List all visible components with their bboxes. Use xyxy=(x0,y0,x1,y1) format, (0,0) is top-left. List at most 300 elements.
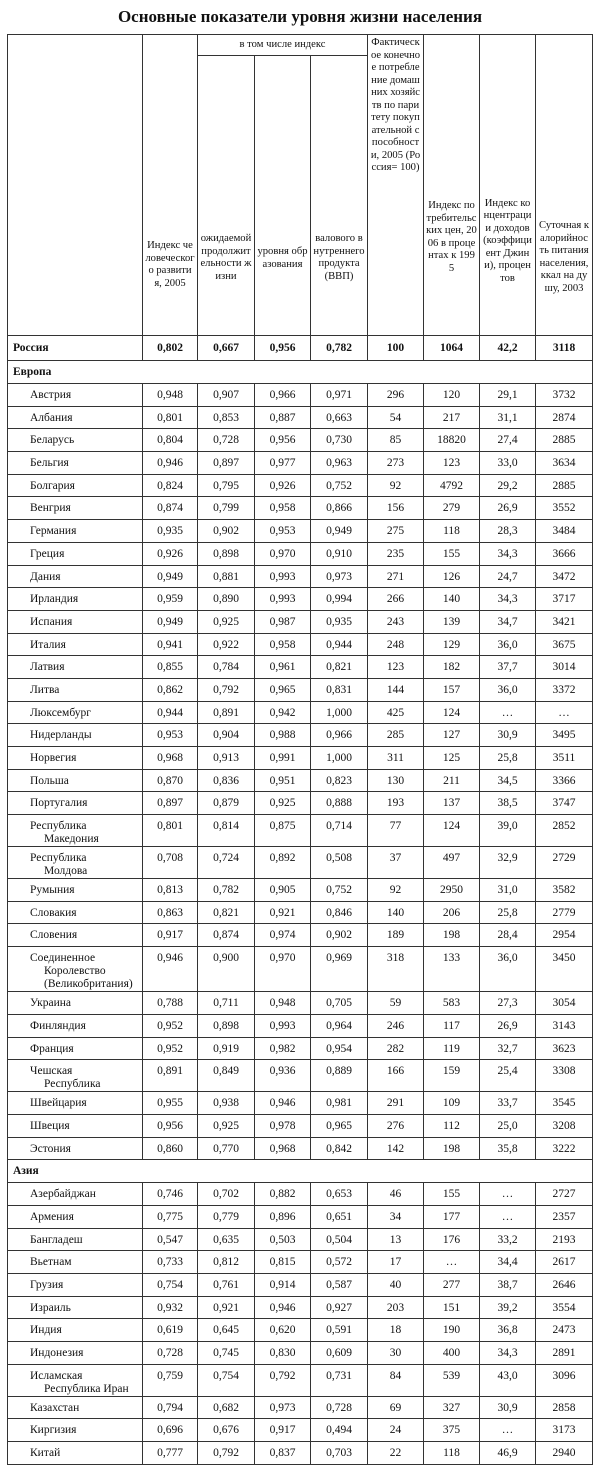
cell: 18 xyxy=(368,1319,424,1342)
cell: 69 xyxy=(368,1396,424,1419)
cell: 0,949 xyxy=(311,520,368,543)
cell: 0,904 xyxy=(198,724,255,747)
cell: 109 xyxy=(424,1092,480,1115)
cell: … xyxy=(536,701,593,724)
cell: 0,812 xyxy=(198,1251,255,1274)
cell: 3511 xyxy=(536,747,593,770)
table-row xyxy=(8,678,593,701)
page-title: Основные показатели уровня жизни населения xyxy=(117,7,483,26)
cell: 291 xyxy=(368,1092,424,1115)
cell: 318 xyxy=(368,947,424,992)
cell: 0,792 xyxy=(255,1364,311,1396)
cell: 0,831 xyxy=(311,678,368,701)
cell: 0,968 xyxy=(255,1137,311,1160)
cell: 18820 xyxy=(424,429,480,452)
cell: 182 xyxy=(424,656,480,679)
region-name: Азия xyxy=(8,1160,593,1183)
country-name-text: Литва xyxy=(30,683,60,696)
cell: 0,821 xyxy=(198,901,255,924)
cell: 2357 xyxy=(536,1205,593,1228)
cell: 0,759 xyxy=(143,1364,198,1396)
cell: 139 xyxy=(424,610,480,633)
cell: 3675 xyxy=(536,633,593,656)
cell: 26,9 xyxy=(480,1014,536,1037)
cell: 123 xyxy=(424,452,480,475)
cell: 0,682 xyxy=(198,1396,255,1419)
cell: 0,752 xyxy=(311,474,368,497)
cell: 0,907 xyxy=(198,384,255,407)
country-name xyxy=(8,1114,143,1137)
cell: 124 xyxy=(424,815,480,847)
cell: 0,982 xyxy=(255,1037,311,1060)
table-row xyxy=(8,1364,593,1396)
cell: … xyxy=(480,1419,536,1442)
cell: 118 xyxy=(424,1442,480,1465)
cell: 36,8 xyxy=(480,1319,536,1342)
cell: 118 xyxy=(424,520,480,543)
cell: 0,862 xyxy=(143,678,198,701)
cell: 0,645 xyxy=(198,1319,255,1342)
table-row xyxy=(8,947,593,992)
cell: 0,914 xyxy=(255,1274,311,1297)
country-name xyxy=(8,1183,143,1206)
cell: 0,801 xyxy=(143,815,198,847)
cell: 248 xyxy=(368,633,424,656)
cell: 0,890 xyxy=(198,588,255,611)
cell: 0,814 xyxy=(198,815,255,847)
table-row xyxy=(8,1419,593,1442)
country-name-text: Италия xyxy=(30,638,66,651)
cell: 0,993 xyxy=(255,1014,311,1037)
cell: 217 xyxy=(424,406,480,429)
country-name-text: Венгрия xyxy=(30,502,71,515)
table-row xyxy=(8,847,593,879)
cell: 0,932 xyxy=(143,1296,198,1319)
cell: 2874 xyxy=(536,406,593,429)
cell: 0,572 xyxy=(311,1251,368,1274)
cell: 0,897 xyxy=(198,452,255,475)
cell: 0,882 xyxy=(255,1183,311,1206)
cell: 3014 xyxy=(536,656,593,679)
table-body xyxy=(8,336,593,1465)
country-name xyxy=(8,1396,143,1419)
cell: 24 xyxy=(368,1419,424,1442)
cell: 2729 xyxy=(536,847,593,879)
table-row xyxy=(8,992,593,1015)
cell: 155 xyxy=(424,1183,480,1206)
cell: 36,0 xyxy=(480,947,536,992)
cell: 0,770 xyxy=(198,1137,255,1160)
cell: 34 xyxy=(368,1205,424,1228)
cell: 0,508 xyxy=(311,847,368,879)
cell: 0,926 xyxy=(255,474,311,497)
cell: 198 xyxy=(424,1137,480,1160)
cell: 3118 xyxy=(536,336,593,361)
cell: 0,958 xyxy=(255,633,311,656)
cell: 0,703 xyxy=(311,1442,368,1465)
country-name xyxy=(8,588,143,611)
cell: 30 xyxy=(368,1342,424,1365)
cell: 3366 xyxy=(536,769,593,792)
cell: 33,7 xyxy=(480,1092,536,1115)
table-row xyxy=(8,1092,593,1115)
cell: 28,4 xyxy=(480,924,536,947)
russia-row xyxy=(8,336,593,361)
country-name-continuation: Королевство (Великобритания) xyxy=(44,965,133,991)
cell: 0,815 xyxy=(255,1251,311,1274)
country-name-text: Эстония xyxy=(30,1142,71,1155)
cell: 2779 xyxy=(536,901,593,924)
cell: 0,952 xyxy=(143,1037,198,1060)
cell: 0,956 xyxy=(143,1114,198,1137)
cell: 203 xyxy=(368,1296,424,1319)
cell: 2646 xyxy=(536,1274,593,1297)
country-name xyxy=(8,1442,143,1465)
cell: 3634 xyxy=(536,452,593,475)
cell: 0,823 xyxy=(311,769,368,792)
cell: 0,964 xyxy=(311,1014,368,1037)
cell: 2940 xyxy=(536,1442,593,1465)
cell: 39,0 xyxy=(480,815,536,847)
cell: 0,702 xyxy=(198,1183,255,1206)
cell: 0,966 xyxy=(255,384,311,407)
country-name xyxy=(8,701,143,724)
country-name-text: Франция xyxy=(30,1042,74,1055)
cell: 177 xyxy=(424,1205,480,1228)
cell: 159 xyxy=(424,1060,480,1092)
country-name-continuation: Молдова xyxy=(44,865,88,878)
cell: 34,5 xyxy=(480,769,536,792)
cell: 38,7 xyxy=(480,1274,536,1297)
cell: 0,993 xyxy=(255,565,311,588)
cell: 144 xyxy=(368,678,424,701)
cell: 0,977 xyxy=(255,452,311,475)
cell: 29,2 xyxy=(480,474,536,497)
table-row xyxy=(8,520,593,543)
country-name xyxy=(8,1419,143,1442)
cell: 2950 xyxy=(424,879,480,902)
cell: 0,609 xyxy=(311,1342,368,1365)
country-name-text: Вьетнам xyxy=(30,1256,72,1269)
cell: 0,935 xyxy=(311,610,368,633)
cell: 0,963 xyxy=(311,452,368,475)
cell: 140 xyxy=(424,588,480,611)
cell: 3143 xyxy=(536,1014,593,1037)
cell: 120 xyxy=(424,384,480,407)
country-name-text: Латвия xyxy=(30,661,65,674)
cell: 84 xyxy=(368,1364,424,1396)
cell: 0,925 xyxy=(255,792,311,815)
table-row xyxy=(8,1037,593,1060)
cell: 277 xyxy=(424,1274,480,1297)
cell: 0,784 xyxy=(198,656,255,679)
country-name-text: Германия xyxy=(30,525,77,538)
cell: 2885 xyxy=(536,429,593,452)
cell: 119 xyxy=(424,1037,480,1060)
cell: 0,782 xyxy=(311,336,368,361)
cell: 0,494 xyxy=(311,1419,368,1442)
cell: 3545 xyxy=(536,1092,593,1115)
country-name-text: Индия xyxy=(30,1324,62,1337)
cell: 285 xyxy=(368,724,424,747)
cell: 0,902 xyxy=(311,924,368,947)
cell: 0,863 xyxy=(143,901,198,924)
country-name-text: Азербайджан xyxy=(30,1188,96,1201)
cell: 0,635 xyxy=(198,1228,255,1251)
gdp-header: валового внутреннего продукта (ВВП) xyxy=(311,56,368,336)
cell: 36,0 xyxy=(480,633,536,656)
country-name-text: Исламская xyxy=(30,1369,83,1382)
cell: 0,953 xyxy=(143,724,198,747)
cell: 40 xyxy=(368,1274,424,1297)
cell: 3717 xyxy=(536,588,593,611)
country-name-text: Республика xyxy=(30,852,87,865)
cell: 3552 xyxy=(536,497,593,520)
cell: 43,0 xyxy=(480,1364,536,1396)
cell: 0,973 xyxy=(255,1396,311,1419)
cell: 0,651 xyxy=(311,1205,368,1228)
cell: 0,881 xyxy=(198,565,255,588)
country-name-text: Бангладеш xyxy=(30,1233,83,1246)
cell: 0,922 xyxy=(198,633,255,656)
cell: 0,547 xyxy=(143,1228,198,1251)
cell: 2727 xyxy=(536,1183,593,1206)
hdi-header: Индекс человеческого развития, 2005 xyxy=(143,35,198,336)
cell: 0,925 xyxy=(198,610,255,633)
cell: 539 xyxy=(424,1364,480,1396)
country-name-text: Швеция xyxy=(30,1119,70,1132)
cell: 0,853 xyxy=(198,406,255,429)
cell: 190 xyxy=(424,1319,480,1342)
cell: 0,730 xyxy=(311,429,368,452)
cell: 0,958 xyxy=(255,497,311,520)
cell: 31,1 xyxy=(480,406,536,429)
cell: 0,866 xyxy=(311,497,368,520)
cell: 0,949 xyxy=(143,610,198,633)
cell: 0,891 xyxy=(198,701,255,724)
cell: 3208 xyxy=(536,1114,593,1137)
country-name xyxy=(8,724,143,747)
cell: 0,779 xyxy=(198,1205,255,1228)
cell: 0,728 xyxy=(198,429,255,452)
cell: 0,788 xyxy=(143,992,198,1015)
cell: 0,974 xyxy=(255,924,311,947)
cell: 3554 xyxy=(536,1296,593,1319)
cell: 271 xyxy=(368,565,424,588)
cell: 33,2 xyxy=(480,1228,536,1251)
group-header: в том числе индекс xyxy=(198,35,368,56)
cell: 0,973 xyxy=(311,565,368,588)
cell: 0,503 xyxy=(255,1228,311,1251)
cell: 0,953 xyxy=(255,520,311,543)
table-row xyxy=(8,1014,593,1037)
table-row xyxy=(8,879,593,902)
cell: 30,9 xyxy=(480,1396,536,1419)
cell: 34,3 xyxy=(480,542,536,565)
cell: 0,987 xyxy=(255,610,311,633)
cell: 54 xyxy=(368,406,424,429)
country-name-text: Албания xyxy=(30,411,73,424)
cell: 0,821 xyxy=(311,656,368,679)
country-name xyxy=(8,947,143,992)
cell: 156 xyxy=(368,497,424,520)
cell: 0,949 xyxy=(143,565,198,588)
cell: 0,705 xyxy=(311,992,368,1015)
cell: 31,0 xyxy=(480,879,536,902)
cell: 26,9 xyxy=(480,497,536,520)
country-name xyxy=(8,792,143,815)
cell: 3222 xyxy=(536,1137,593,1160)
cell: 46 xyxy=(368,1183,424,1206)
cell: 0,905 xyxy=(255,879,311,902)
country-name-text: Республика xyxy=(30,820,87,833)
country-name xyxy=(8,1274,143,1297)
country-name-text: Китай xyxy=(30,1447,61,1460)
cell: 3096 xyxy=(536,1364,593,1396)
cell: 0,966 xyxy=(311,724,368,747)
cell: 32,9 xyxy=(480,847,536,879)
cell: 0,663 xyxy=(311,406,368,429)
gini-header: Индекс концентрации доходов (коэффициент Джини), процентов xyxy=(480,35,536,336)
cell: 0,620 xyxy=(255,1319,311,1342)
cell: 0,887 xyxy=(255,406,311,429)
cell: … xyxy=(480,1183,536,1206)
cell: 0,959 xyxy=(143,588,198,611)
cell: 311 xyxy=(368,747,424,770)
cell: … xyxy=(480,701,536,724)
cell: 2193 xyxy=(536,1228,593,1251)
cell: 0,956 xyxy=(255,336,311,361)
cell: 0,946 xyxy=(255,1296,311,1319)
cell: 246 xyxy=(368,1014,424,1037)
cell: 0,936 xyxy=(255,1060,311,1092)
cell: 279 xyxy=(424,497,480,520)
cell: 1,000 xyxy=(311,701,368,724)
cell: 0,794 xyxy=(143,1396,198,1419)
country-name-continuation: Республика xyxy=(44,1078,101,1091)
cell: 0,944 xyxy=(311,633,368,656)
table-row xyxy=(8,610,593,633)
cell: 112 xyxy=(424,1114,480,1137)
country-name xyxy=(8,1296,143,1319)
cell: 0,752 xyxy=(311,879,368,902)
cell: 42,2 xyxy=(480,336,536,361)
cell: 0,837 xyxy=(255,1442,311,1465)
cell: 0,913 xyxy=(198,747,255,770)
table-row xyxy=(8,701,593,724)
country-name xyxy=(8,610,143,633)
country-name-text: Нидерланды xyxy=(30,729,92,742)
country-name xyxy=(8,879,143,902)
country-name xyxy=(8,406,143,429)
cell: 0,667 xyxy=(198,336,255,361)
table-row xyxy=(8,452,593,475)
cell: 243 xyxy=(368,610,424,633)
cell: 266 xyxy=(368,588,424,611)
country-name xyxy=(8,384,143,407)
cell: 0,728 xyxy=(311,1396,368,1419)
cell: 3173 xyxy=(536,1419,593,1442)
table-row xyxy=(8,924,593,947)
cell: 3054 xyxy=(536,992,593,1015)
cell: 0,921 xyxy=(255,901,311,924)
country-name-text: Португалия xyxy=(30,797,88,810)
country-name xyxy=(8,1342,143,1365)
cell: 0,591 xyxy=(311,1319,368,1342)
cell: 0,952 xyxy=(143,1014,198,1037)
cell: 0,981 xyxy=(311,1092,368,1115)
table-row xyxy=(8,406,593,429)
country-name xyxy=(8,1137,143,1160)
cell: 0,676 xyxy=(198,1419,255,1442)
cell: 0,836 xyxy=(198,769,255,792)
cell: 0,733 xyxy=(143,1251,198,1274)
country-name xyxy=(8,1037,143,1060)
cell: 2891 xyxy=(536,1342,593,1365)
table-row xyxy=(8,792,593,815)
table-row xyxy=(8,1060,593,1092)
cell: 0,846 xyxy=(311,901,368,924)
cell: 0,946 xyxy=(255,1092,311,1115)
country-name xyxy=(8,1060,143,1092)
country-name xyxy=(8,847,143,879)
cell: 275 xyxy=(368,520,424,543)
cell: 0,653 xyxy=(311,1183,368,1206)
country-name-continuation: Македония xyxy=(44,833,99,846)
cell: 4792 xyxy=(424,474,480,497)
cell: 0,991 xyxy=(255,747,311,770)
country-name-text: Киргизия xyxy=(30,1424,77,1437)
cell: 400 xyxy=(424,1342,480,1365)
cell: 176 xyxy=(424,1228,480,1251)
cell: 37 xyxy=(368,847,424,879)
country-name: Россия xyxy=(8,336,143,361)
cell: 0,879 xyxy=(198,792,255,815)
cell: 46,9 xyxy=(480,1442,536,1465)
cell: 0,775 xyxy=(143,1205,198,1228)
cell: 0,941 xyxy=(143,633,198,656)
cell: 0,935 xyxy=(143,520,198,543)
cell: 0,938 xyxy=(198,1092,255,1115)
cell: 0,849 xyxy=(198,1060,255,1092)
cell: 17 xyxy=(368,1251,424,1274)
country-name-text: Греция xyxy=(30,547,65,560)
country-name-text: Грузия xyxy=(30,1279,64,1291)
country-name-text: Индонезия xyxy=(30,1347,84,1360)
country-name-text: Ирландия xyxy=(30,593,79,606)
country-name-text: Чешская xyxy=(30,1065,73,1078)
cell: 0,801 xyxy=(143,406,198,429)
cell: 29,1 xyxy=(480,384,536,407)
table-row xyxy=(8,474,593,497)
cell: 0,888 xyxy=(311,792,368,815)
cell: 189 xyxy=(368,924,424,947)
cell: 0,761 xyxy=(198,1274,255,1297)
cell: 497 xyxy=(424,847,480,879)
cell: 0,951 xyxy=(255,769,311,792)
cell: 206 xyxy=(424,901,480,924)
cell: 0,792 xyxy=(198,1442,255,1465)
cell: 1,000 xyxy=(311,747,368,770)
table-row xyxy=(8,1319,593,1342)
cell: 235 xyxy=(368,542,424,565)
cell: 0,587 xyxy=(311,1274,368,1297)
cell: 13 xyxy=(368,1228,424,1251)
cell: 0,842 xyxy=(311,1137,368,1160)
cell: 125 xyxy=(424,747,480,770)
country-name xyxy=(8,678,143,701)
cell: 0,898 xyxy=(198,1014,255,1037)
